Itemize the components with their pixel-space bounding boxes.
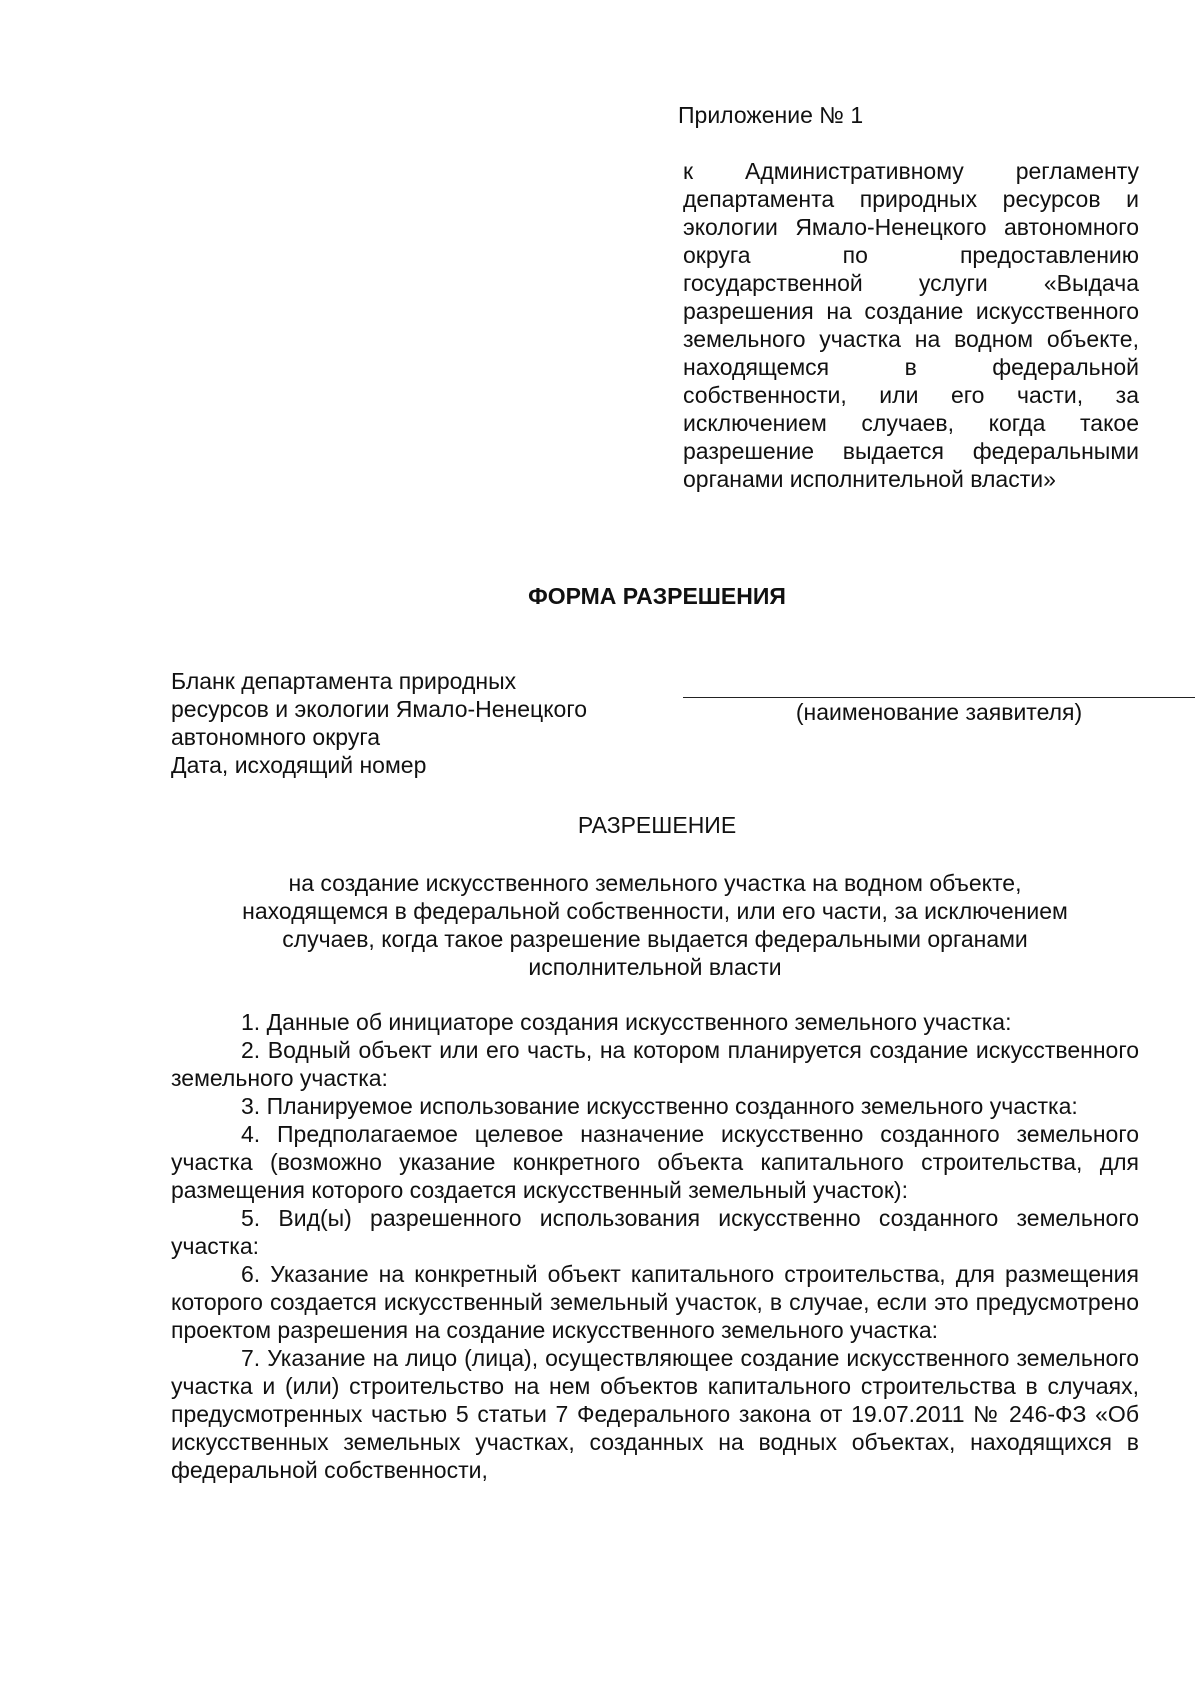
permit-item-5: 5. Вид(ы) разрешенного использования искусственно созданного земельного участка: bbox=[171, 1205, 1139, 1259]
permit-heading: РАЗРЕШЕНИЕ bbox=[577, 812, 737, 838]
permit-subtitle-line: на создание искусственного земельного участка на водном объекте, bbox=[288, 870, 1022, 896]
letterhead-line: ресурсов и экологии Ямало-Ненецкого bbox=[171, 696, 587, 722]
permit-subtitle-line: находящемся в федеральной собственности, или его части, за исключением bbox=[242, 898, 1068, 924]
permit-item-3: 3. Планируемое использование искусственно созданного земельного участка: bbox=[241, 1093, 1078, 1119]
permit-item-6: 6. Указание на конкретный объект капитального строительства, для размещения которого создается искусственный земельный участок, в случае, если это предусмотрено проектом разрешения на создание искусственного земельного участка: bbox=[171, 1261, 1139, 1343]
letterhead-line: автономного округа bbox=[171, 724, 380, 750]
letterhead-line: Бланк департамента природных bbox=[171, 668, 517, 694]
permit-item-4: 4. Предполагаемое целевое назначение искусственно созданного земельного участка (возможно указание конкретного объекта капитального строительства, для размещения которого создается искусственный земельный участок): bbox=[171, 1121, 1139, 1203]
appendix-title: Приложение № 1 bbox=[678, 102, 864, 128]
permit-subtitle bbox=[171, 869, 1139, 981]
form-title: ФОРМА РАЗРЕШЕНИЯ bbox=[528, 583, 786, 609]
letterhead-date-number: Дата, исходящий номер bbox=[171, 752, 427, 778]
applicant-name-caption: (наименование заявителя) bbox=[795, 699, 1083, 725]
appendix-reference-text: к Административному регламенту департамента природных ресурсов и экологии Ямало-Ненецкого автономного округа по предоставлению государственной услуги «Выдача разрешения на создание искусственного земельного участка на водном объекте, находящемся в федеральной собственности, или его части, за исключением случаев, когда такое разрешение выдается федеральными органами исполнительной власти» bbox=[683, 158, 1139, 492]
permit-items-list bbox=[171, 1008, 1139, 1484]
permit-subtitle-line: случаев, когда такое разрешение выдается федеральными органами bbox=[282, 926, 1028, 952]
permit-item-2: 2. Водный объект или его часть, на котором планируется создание искусственного земельного участка: bbox=[171, 1037, 1139, 1091]
permit-item-1: 1. Данные об инициаторе создания искусственного земельного участка: bbox=[241, 1009, 1012, 1035]
permit-subtitle-line: исполнительной власти bbox=[528, 954, 782, 980]
permit-item-7: 7. Указание на лицо (лица), осуществляющее создание искусственного земельного участка и (или) строительство на нем объектов капитального строительства в случаях, предусмотренных частью 5 статьи 7 Федерального закона от 19.07.2011 № 246-ФЗ «Об искусственных земельных участках, созданных на водных объектах, находящихся в федеральной собственности, bbox=[171, 1345, 1139, 1483]
letterhead-block bbox=[171, 667, 651, 779]
